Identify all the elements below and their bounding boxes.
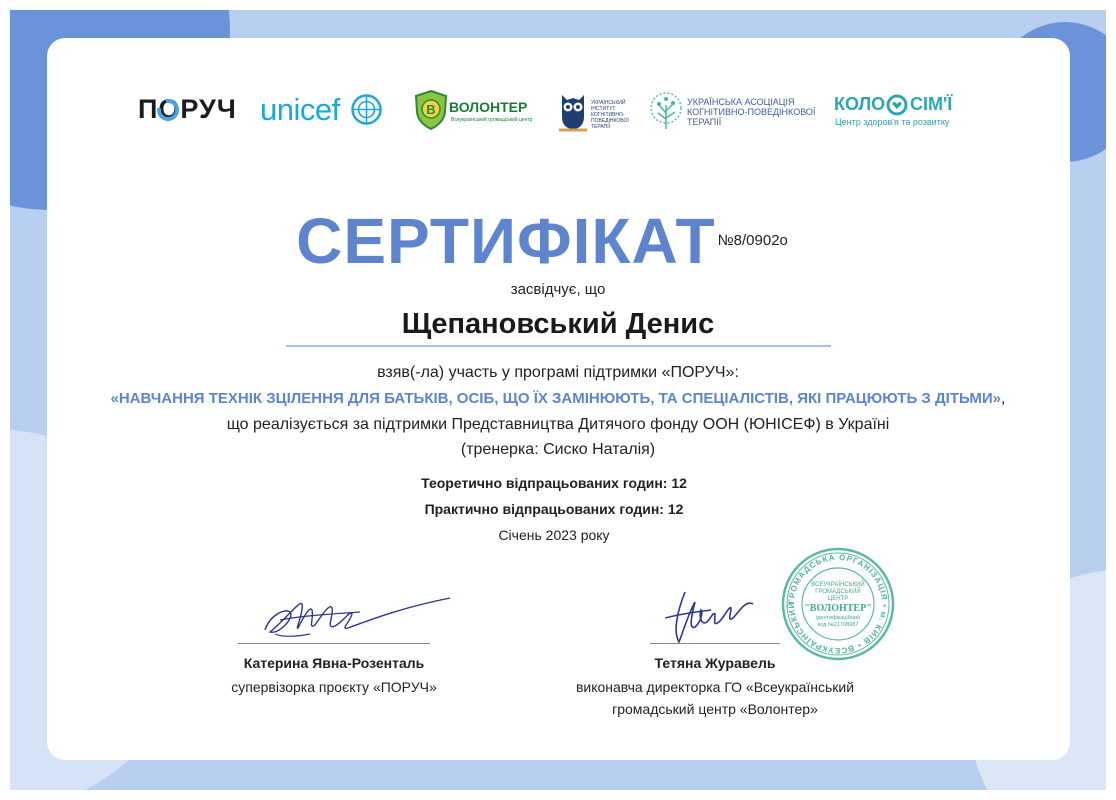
program-line: «НАВЧАННЯ ТЕХНІК ЗЦІЛЕННЯ ДЛЯ БАТЬКІВ, ОСІБ, ЩО ЇХ ЗАМІНЮЮТЬ, ТА СПЕЦІАЛІСТІВ, ЯКІ ПРАЦЮЮТЬ З ДІТЬМИ», [110,390,1006,407]
tree-head-icon [649,91,683,133]
svg-text:ГРОМАДСЬКА ОРГАНІЗАЦІЯ • м. КИ: ГРОМАДСЬКА ОРГАНІЗАЦІЯ • м. КИЇВ • ВСЕУКРАЇНСЬКИЙ [786,552,890,656]
theory-hours: Теоретично відпрацьованих годин: 12 [421,475,687,491]
date-text: Січень 2023 року [498,527,610,543]
trainer-text: (тренерка: Сиско Наталія) [460,441,656,458]
signature-right [655,582,765,652]
svg-text:ідентифікаційний: ідентифікаційний [815,615,861,621]
signatory-right-role-1: виконавча директорка ГО «Всеукраїнський [575,679,855,695]
svg-text:B: B [426,102,436,117]
volonter-stamp [780,546,896,662]
support-text: що реалізується за підтримки Представництва Дитячого фонду ООН (ЮНІСЕФ) в Україні [226,416,890,433]
logo-unicef: unicef [260,92,340,128]
program-name: «НАВЧАННЯ ТЕХНІК ЗЦІЛЕННЯ ДЛЯ БАТЬКІВ, ОСІБ, ЩО ЇХ ЗАМІНЮЮТЬ, ТА СПЕЦІАЛІСТІВ, ЯКІ ПРАЦЮЮТЬ З ДІТЬМИ» [110,390,1002,407]
logo-institute [557,91,632,133]
logo-kolo-simi: КОЛО СІМ'Ї Центр здоров'я та розвитку [834,94,953,127]
signatory-left-role: супервізорка проєкту «ПОРУЧ» [231,679,437,695]
heart-ring-icon [886,94,908,116]
logo-association [649,91,824,133]
signature-line-left [238,643,430,644]
participation-text: взяв(-ла) участь у програмі підтримки «ПОРУЧ»: [377,364,739,381]
association-name: УКРАЇНСЬКА АСОЦІАЦІЯ КОГНІТИВНО-ПОВЕДІНКОВОЇ ТЕРАПІЇ [687,97,816,127]
signatory-left-name: Катерина Явна-Розенталь [243,655,425,671]
volonter-shield-icon [414,90,448,130]
signatory-right-role-2: громадський центр «Волонтер» [612,701,818,717]
svg-text:ВСЕУКРАЇНСЬКИЙ: ВСЕУКРАЇНСЬКИЙ [811,582,865,588]
svg-text:"ВОЛОНТЕР": "ВОЛОНТЕР" [804,603,872,614]
institute-name: УКРАЇНСЬКИЙ ІНСТИТУТ КОГНІТИВНО- ПОВЕДІНКОВОЇ ТЕРАПІЇ [591,100,629,130]
logo-poruch: ПОРУЧ [138,94,237,124]
certificate-number: №8/0902о [717,232,788,249]
certificate-heading: СЕРТИФІКАТ [296,205,716,277]
recipient-underline [286,345,831,347]
svg-text:ГРОМАДСЬКИЙ: ГРОМАДСЬКИЙ [815,589,861,595]
svg-text:код №21708987: код №21708987 [817,622,859,628]
poruch-ring-icon [155,97,181,123]
svg-text:ЦЕНТР: ЦЕНТР [827,596,849,602]
recipient-name: Щепановський Денис [401,308,715,340]
signature-left [240,590,455,645]
certifies-text: засвідчує, що [510,281,606,298]
signatory-right-name: Тетяна Журавель [654,655,776,671]
unicef-globe-icon [350,93,383,126]
practice-hours: Практично відпрацьованих годин: 12 [424,501,684,517]
owl-icon [557,91,589,133]
signature-line-right [650,643,780,644]
logo-volonter: B ВОЛОНТЕР Всеукраїнський громадський центр [414,90,539,134]
